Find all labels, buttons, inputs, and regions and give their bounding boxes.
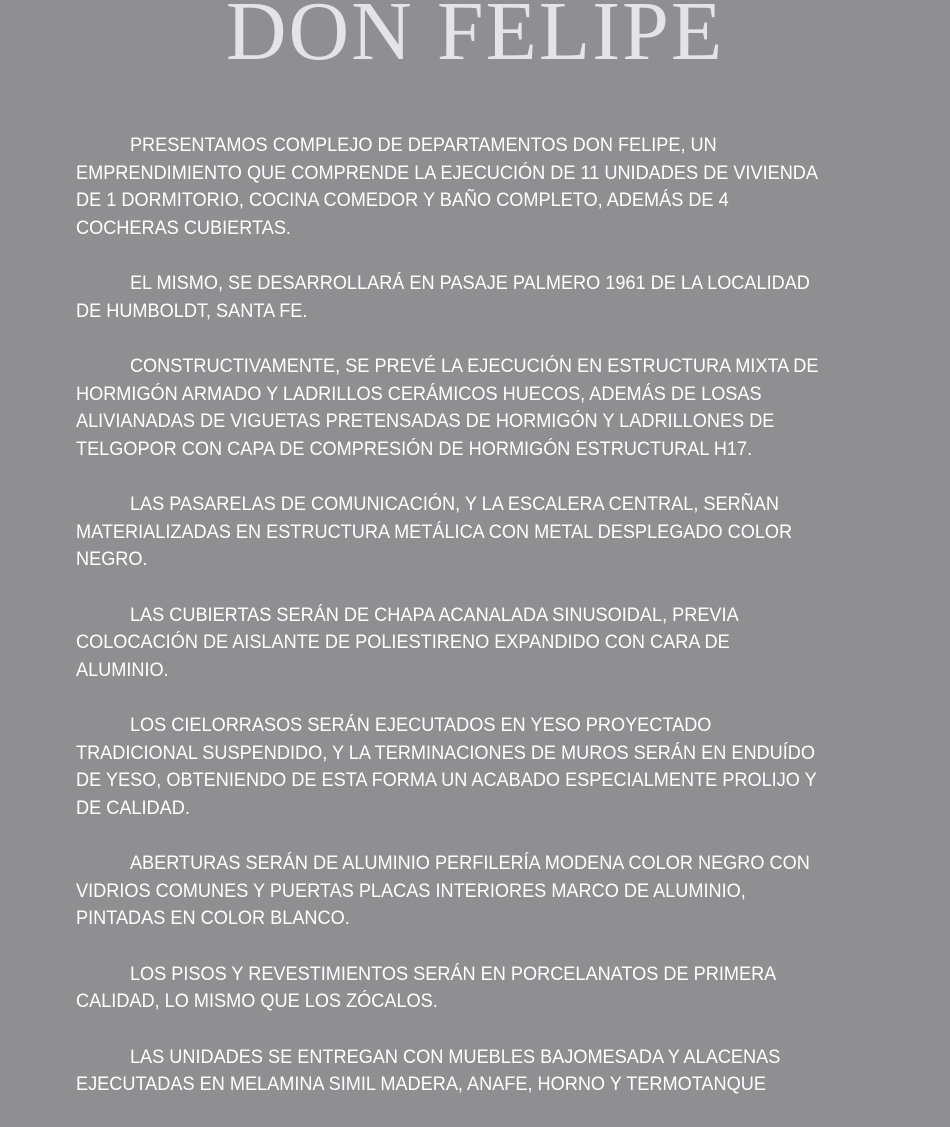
paragraph-floors: LOS PISOS Y REVESTIMIENTOS SERÁN EN PORCELANATOS DE PRIMERA CALIDAD, LO MISMO QUE LOS ZÓCALOS. (76, 962, 776, 1012)
paragraph-location: EL MISMO, SE DESARROLLARÁ EN PASAJE PALMERO 1961 DE LA LOCALIDAD DE HUMBOLDT, SANTA FE. (76, 272, 810, 322)
paragraph-walkways: LAS PASARELAS DE COMUNICACIÓN, Y LA ESCALERA CENTRAL, SERÑAN MATERIALIZADAS EN ESTRUCTURA METÁLICA CON METAL DESPLEGADO COLOR NEGRO. (76, 493, 793, 570)
paragraph-ceilings: LOS CIELORRASOS SERÁN EJECUTADOS EN YESO PROYECTADO TRADICIONAL SUSPENDIDO, Y LA TERMINACIONES DE MUROS SERÁN EN ENDUÍDO DE YESO, OBTENIENDO DE ESTA FORMA UN ACABADO ESPECIALMENTE PROLIJO Y DE CALIDAD. (76, 714, 817, 819)
document-body (76, 132, 820, 1127)
document-title: DON FELIPE (225, 0, 725, 78)
paragraph-units: LAS UNIDADES SE ENTREGAN CON MUEBLES BAJOMESADA Y ALACENAS EJECUTADAS EN MELAMINA SIMIL MADERA, ANAFE, HORNO Y TERMOTANQUE (76, 1045, 781, 1095)
paragraph-roofs: LAS CUBIERTAS SERÁN DE CHAPA ACANALADA SINUSOIDAL, PREVIA COLOCACIÓN DE AISLANTE DE POLIESTIRENO EXPANDIDO CON CARA DE ALUMINIO. (76, 603, 738, 681)
paragraph-intro: PRESENTAMOS COMPLEJO DE DEPARTAMENTOS DON FELIPE, UN EMPRENDIMIENTO QUE COMPRENDE LA EJECUCIÓN DE 11 UNIDADES DE VIVIENDA DE 1 DORMITORIO, COCINA COMEDOR Y BAÑO COMPLETO, ADEMÁS DE 4 COCHERAS CUBIERTAS. (76, 134, 818, 239)
paragraph-openings: ABERTURAS SERÁN DE ALUMINIO PERFILERÍA MODENA COLOR NEGRO CON VIDRIOS COMUNES Y PUERTAS PLACAS INTERIORES MARCO DE ALUMINIO, PINTADAS EN COLOR BLANCO. (76, 852, 810, 929)
paragraph-structure: CONSTRUCTIVAMENTE, SE PREVÉ LA EJECUCIÓN EN ESTRUCTURA MIXTA DE HORMIGÓN ARMADO Y LADRILLOS CERÁMICOS HUECOS, ADEMÁS DE LOSAS ALIVIANADAS DE VIGUETAS PRETENSADAS DE HORMIGÓN Y LADRILLONES DE TELGOPOR CON CAPA DE COMPRESIÓN DE HORMIGÓN ESTRUCTURAL H17. (76, 355, 819, 460)
